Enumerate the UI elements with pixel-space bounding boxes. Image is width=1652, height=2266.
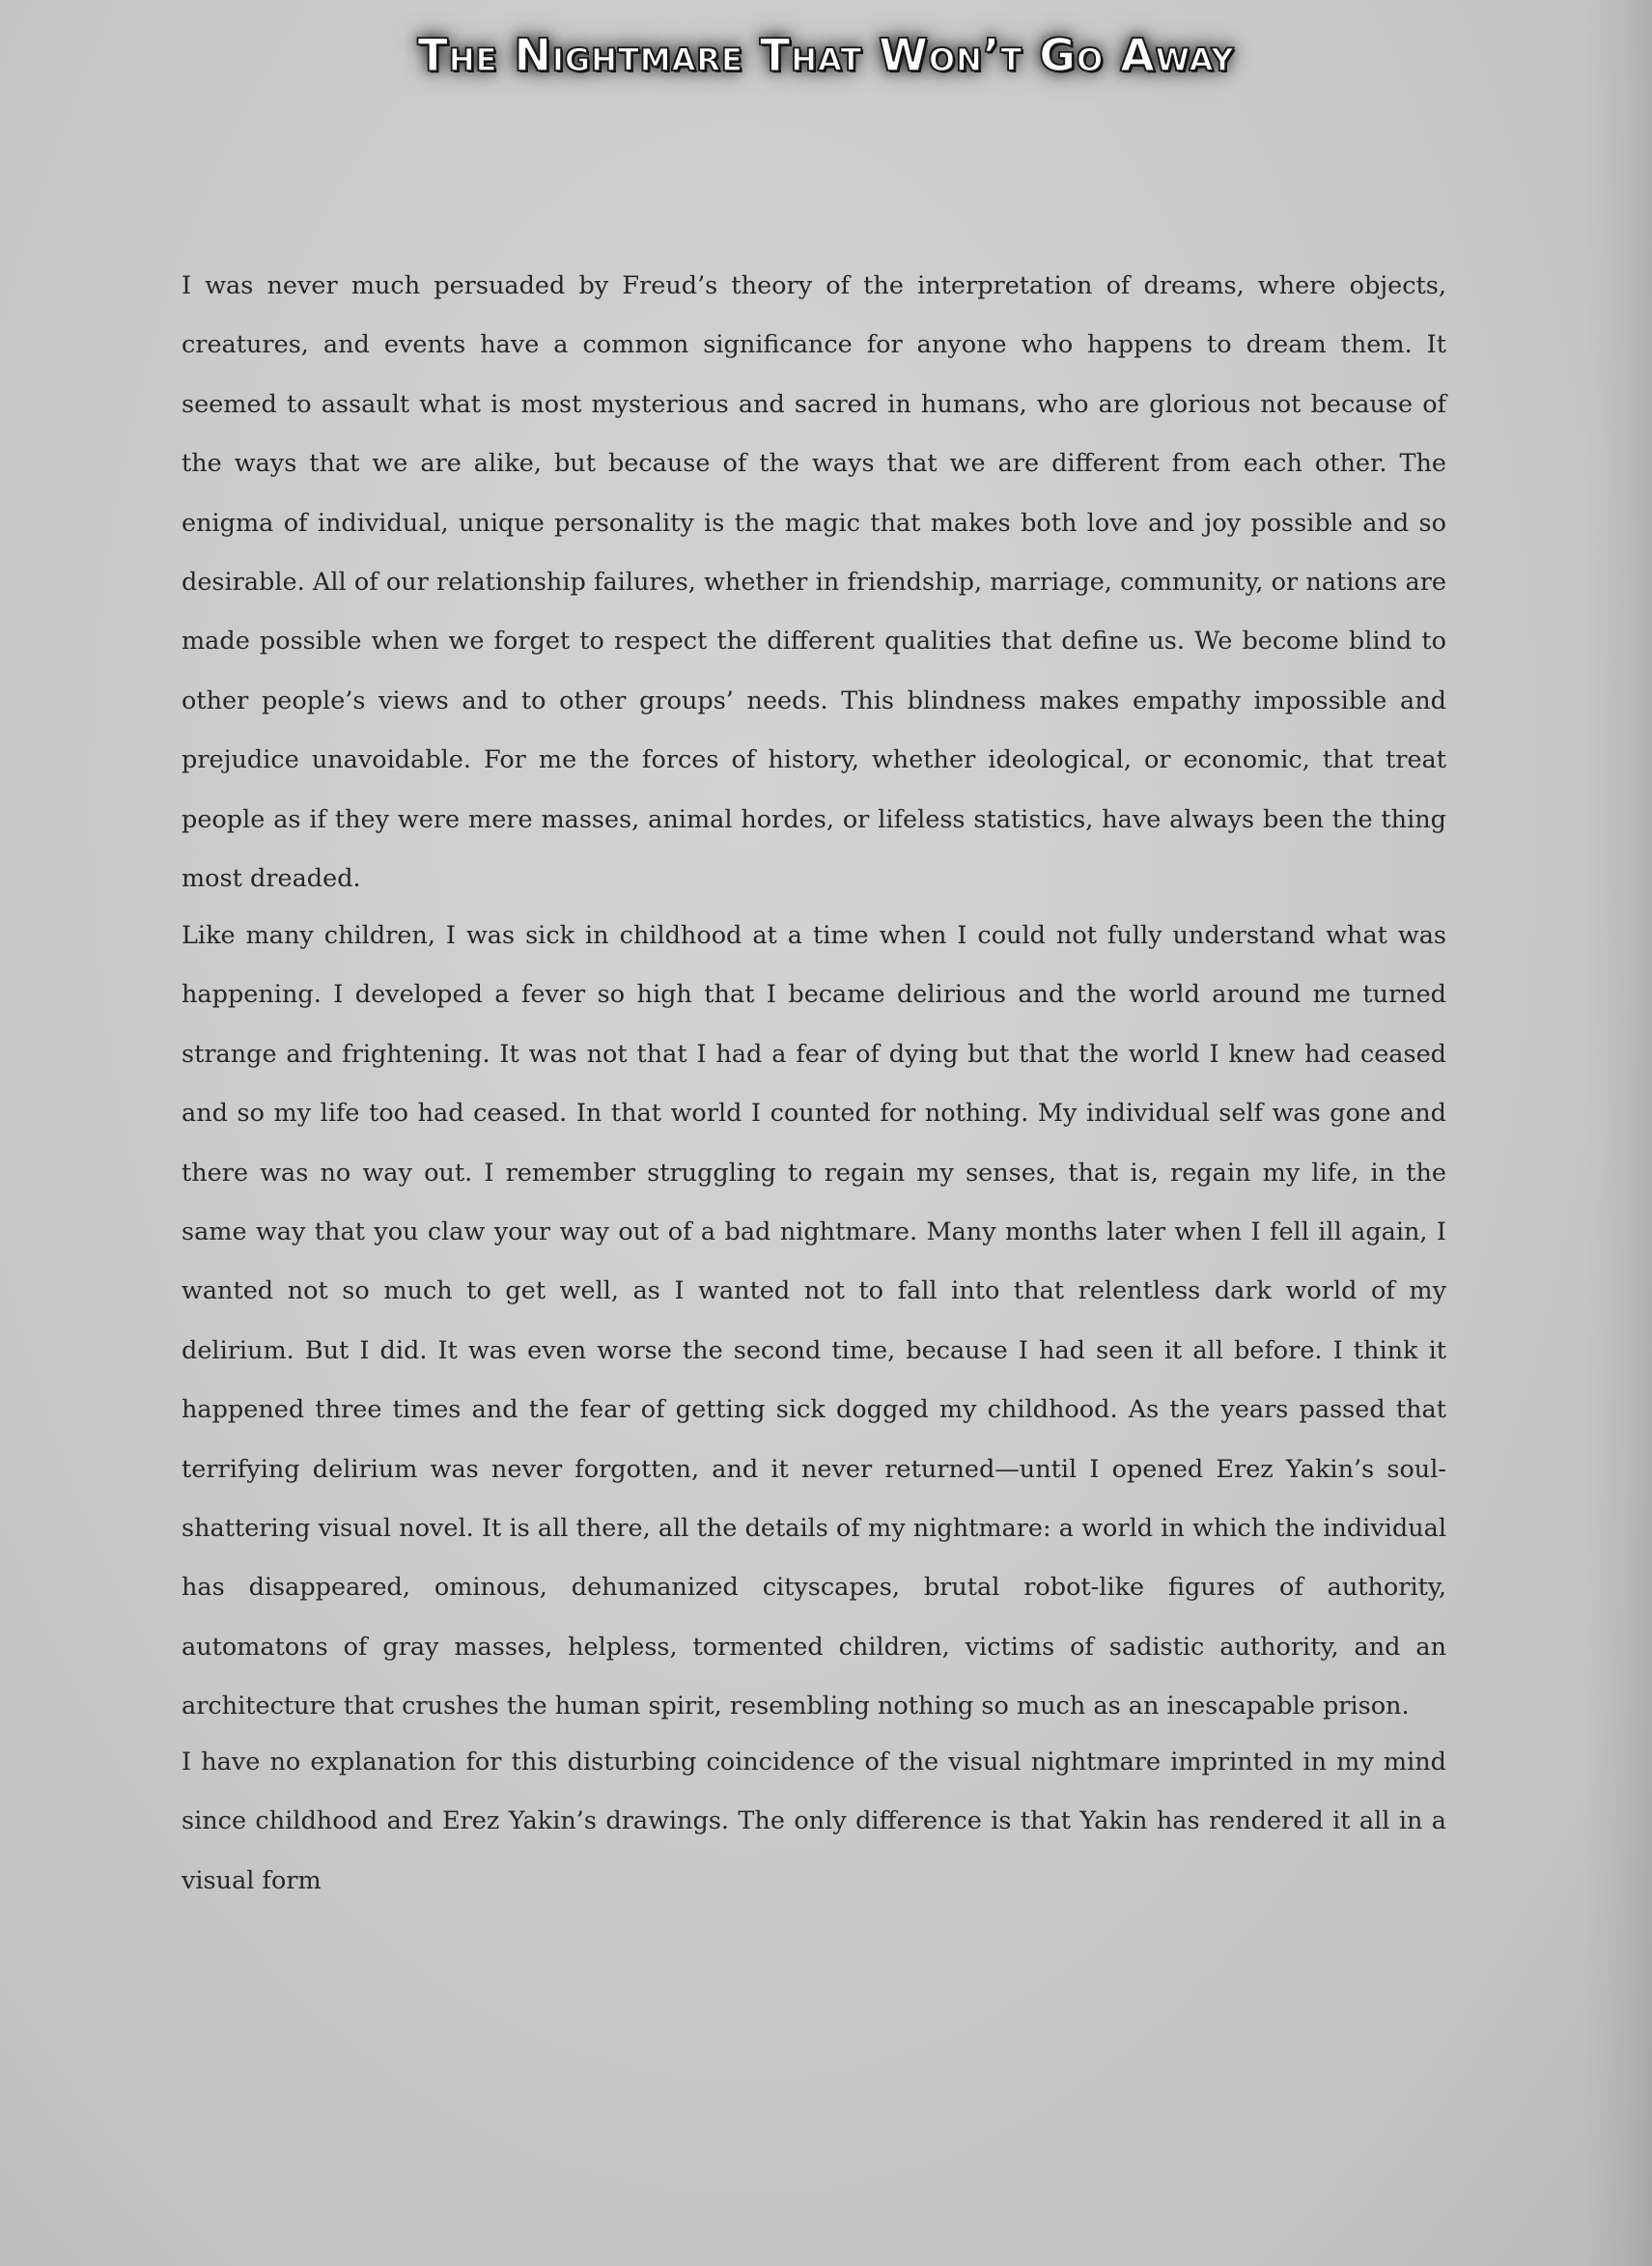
- page-title: The Nightmare That Won’t Go Away: [417, 29, 1235, 81]
- paragraph-3: I have no explanation for this disturbing coincidence of the visual nightmare imprinted in my mind since childhood and Erez Yakin’s drawings. The only difference is that Yakin has rendered it all in a visual form: [182, 1748, 1446, 1895]
- paragraph-1: I was never much persuaded by Freud’s theory of the interpretation of dreams, where objects, creatures, and events have a common significance for anyone who happens to dream them. It seemed to assault what is most mysterious and sacred in humans, who are glorious not because of the ways that we are alike, but because of the ways that we are different from each other. The enigma of individual, unique personality is the magic that makes both love and joy possible and so desirable. All of our relationship failures, whether in friendship, marriage, community, or nations are made possible when we forget to respect the different qualities that define us. We become blind to other people’s views and to other groups’ needs. This blindness makes empathy impossible and prejudice unavoidable. For me the forces of history, whether ideological, or economic, that treat people as if they were mere masses, animal hordes, or lifeless statistics, have always been the thing most dreaded.: [182, 271, 1446, 894]
- paragraph-2: Like many children, I was sick in childhood at a time when I could not fully understand what was happening. I developed a fever so high that I became delirious and the world around me turned strange and frightening. It was not that I had a fear of dying but that the world I knew had ceased and so my life too had ceased. In that world I counted for nothing. My individual self was gone and there was no way out. I remember struggling to regain my senses, that is, regain my life, in the same way that you claw your way out of a bad nightmare. Many months later when I fell ill again, I wanted not so much to get well, as I wanted not to fall into that relentless dark world of my delirium. But I did. It was even worse the second time, because I had seen it all before. I think it happened three times and the fear of getting sick dogged my childhood. As the years passed that terrifying delirium was never forgotten, and it never returned—until I opened Erez Yakin’s soul-shattering visual novel. It is all there, all the details of my nightmare: a world in which the individual has disappeared, ominous, dehumanized cityscapes, brutal robot-like figures of authority, automatons of gray masses, helpless, tormented children, victims of sadistic authority, and an architecture that crushes the human spirit, resembling nothing so much as an inescapable prison.: [182, 921, 1446, 1721]
- page-edge-shadow: [1584, 0, 1652, 2266]
